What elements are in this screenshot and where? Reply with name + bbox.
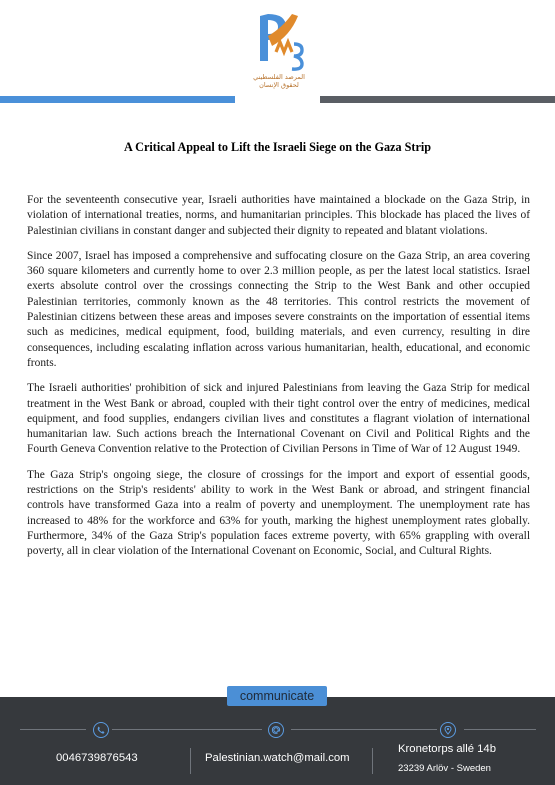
footer-rule: [291, 729, 437, 730]
page-header: [0, 0, 555, 110]
footer-rule: [20, 729, 86, 730]
contact-address-line1: Kronetorps allé 14b: [398, 743, 496, 755]
email-icon: [268, 722, 284, 738]
footer-separator: [372, 748, 373, 774]
location-icon: [440, 722, 456, 738]
header-rule-left: [0, 96, 235, 103]
footer-rule: [464, 729, 536, 730]
body-paragraph: The Israeli authorities' prohibition of sick and injured Palestinians from leaving the Gaza Strip for medical treatment in the West Bank or abroad, coupled with their tight control over the entry of medicines, medical equipment, and food supplies, endangers civilian lives and constitutes a flagrant violation of international humanitarian law. Such actions breach the International Covenant on Civil and Political Rights and the Fourth Geneva Convention relative to the Protection of Civilian Persons in Time of War of 12 August 1949.: [27, 382, 530, 456]
footer-separator: [190, 748, 191, 774]
contact-address-line2: 23239 Arlöv - Sweden: [398, 763, 491, 774]
header-rule-right: [320, 96, 555, 103]
body-paragraph: For the seventeenth consecutive year, Israeli authorities have maintained a blockade on the Gaza Strip, in violation of international treaties, norms, and humanitarian principles. This blockade has placed the lives of Palestinian civilians in constant danger and subjected their dignity to repeated and blatant violations.: [27, 194, 530, 237]
phone-icon: [93, 722, 109, 738]
contact-email[interactable]: Palestinian.watch@mail.com: [205, 752, 350, 764]
organization-name-arabic: المرصد الفلسطيني لحقوق الإنسان: [253, 73, 305, 89]
document-title: A Critical Appeal to Lift the Israeli Siege on the Gaza Strip: [123, 140, 432, 154]
footer-rule: [112, 729, 262, 730]
body-paragraph: The Gaza Strip's ongoing siege, the closure of crossings for the import and export of essential goods, restrictions on the Strip's residents' ability to work in the West Bank or abroad, and stringent financial controls have transformed Gaza into a realm of poverty and unemployment. The unemployment rate has increased to 48% for the workforce and 63% for youth, marking the highest unemployment rates globally. Furthermore, 34% of the Gaza Strip's population faces extreme poverty, with 65% grappling with overall poverty, all in clear violation of the International Covenant on Economic, Social, and Cultural Rights.: [27, 468, 530, 558]
communicate-label: communicate: [227, 686, 327, 706]
document-body: [27, 193, 530, 570]
contact-phone[interactable]: 0046739876543: [56, 752, 138, 764]
body-paragraph: Since 2007, Israel has imposed a comprehensive and suffocating closure on the Gaza Strip, an area covering 360 square kilometers and currently home to over 2.3 million people, as per the latest local statistics. Israel exerts absolute control over the crossings connecting the Strip to the West Bank and other occupied Palestinian territories, commonly known as the 48 territories. This control restricts the movement of Palestinian citizens between these areas and imposes severe constraints on the importation of essential items such as medicines, medical equipment, food, building materials, and even currency, resulting in dire consequences, including escalating inflation across various humanitarian, health, educational, and economic fronts.: [27, 249, 530, 369]
